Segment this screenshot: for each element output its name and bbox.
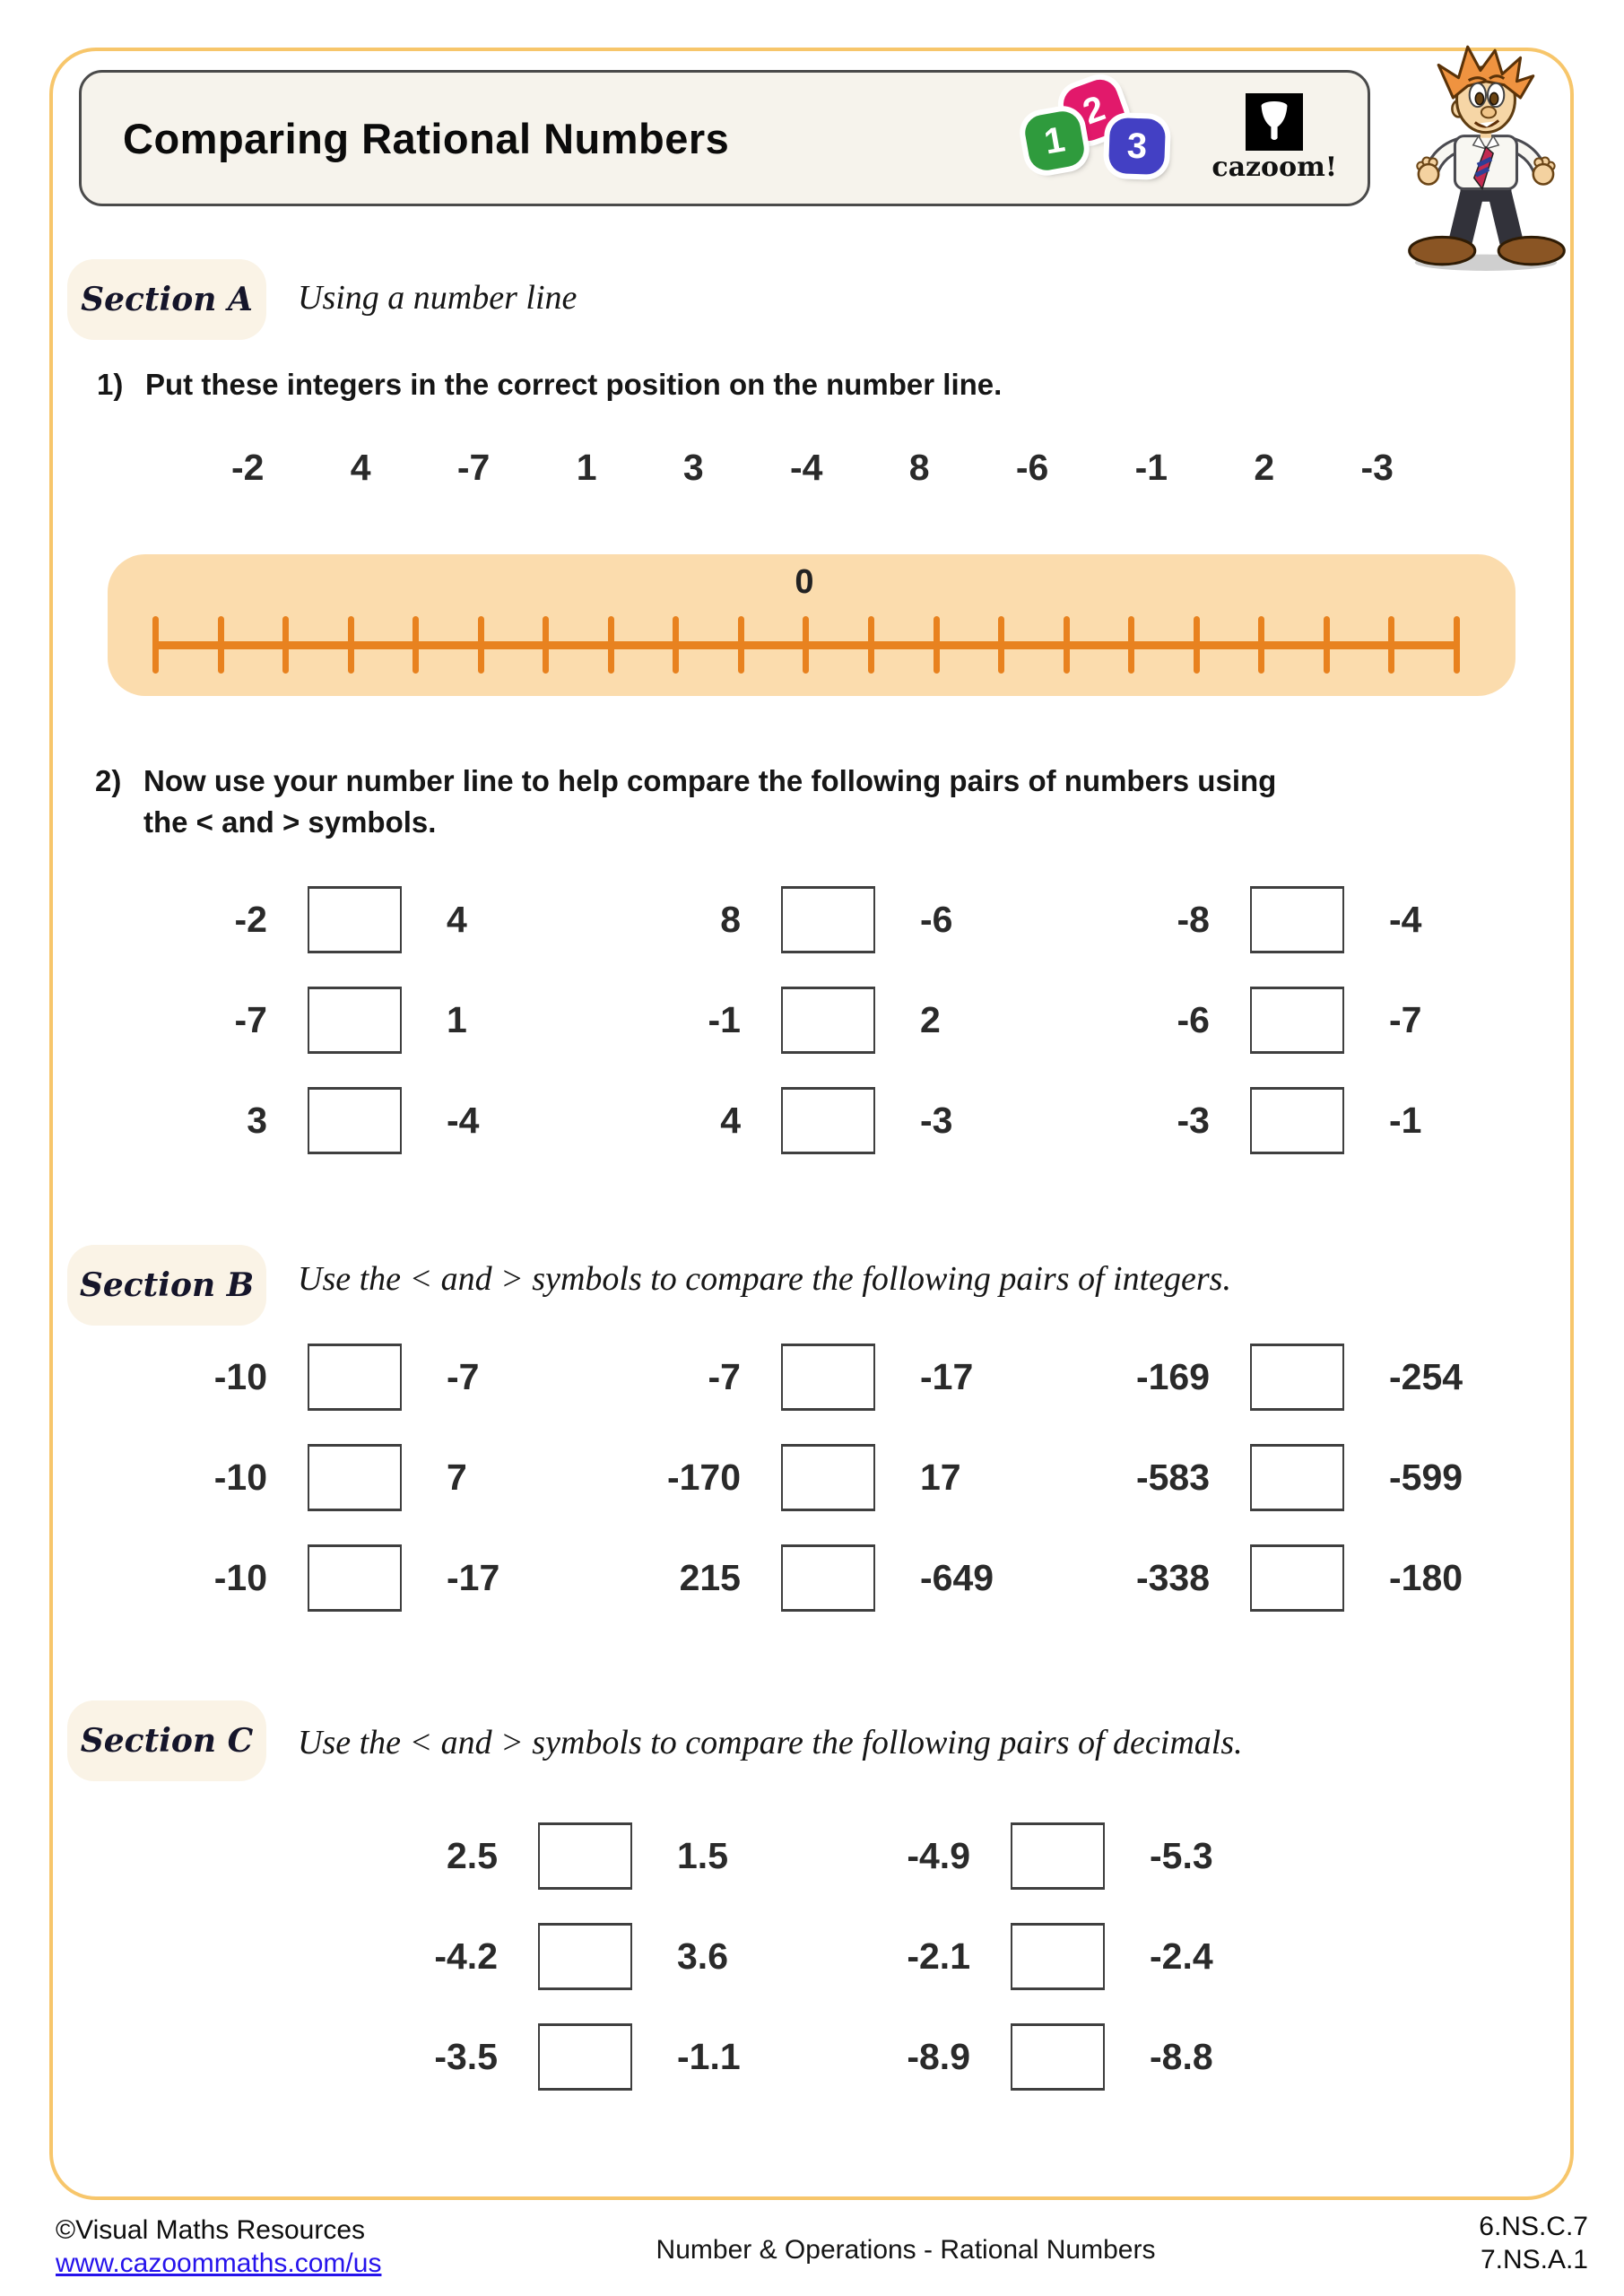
comparison-row <box>0 1444 1624 1511</box>
pair-right-value: 17 <box>920 1457 961 1498</box>
section-b-instruction: Use the < and > symbols to compare the following pairs of integers. <box>298 1260 1231 1298</box>
pair-right-value: -7 <box>1389 999 1422 1040</box>
tick-mark <box>998 616 1004 674</box>
question-2-line2 <box>143 805 436 839</box>
section-c-label: Section C <box>67 1700 266 1781</box>
comparison-pair <box>588 886 952 953</box>
integer-value: 3 <box>682 447 704 488</box>
integer-value: 1 <box>576 447 597 488</box>
answer-box[interactable] <box>308 1544 402 1612</box>
comparison-pair <box>588 1444 961 1511</box>
pair-right-value: -17 <box>920 1356 974 1397</box>
pair-left-value: -4.9 <box>907 1835 970 1876</box>
comparison-pair <box>115 1344 479 1411</box>
pair-right-value: 1.5 <box>677 1835 728 1876</box>
pair-right-value: -4 <box>1389 899 1422 940</box>
integer-value: 8 <box>908 447 930 488</box>
tick-mark <box>1128 616 1134 674</box>
answer-box[interactable] <box>1250 1087 1344 1154</box>
comparison-row <box>0 2023 1624 2091</box>
pair-left-value: -169 <box>1135 1356 1210 1397</box>
pair-left-value: -8.9 <box>907 2036 970 2077</box>
answer-box[interactable] <box>1250 1444 1344 1511</box>
tick-mark <box>1454 616 1460 674</box>
question-2-text-line1: Now use your number line to help compare the following pairs of numbers using <box>143 764 1277 797</box>
tick-mark <box>738 616 744 674</box>
cazoom-logo <box>1211 93 1337 183</box>
logo-block-1: 1 <box>1022 109 1087 173</box>
pair-left-value: -3.5 <box>434 2036 498 2077</box>
standard-code: 6.NS.C.7 <box>1479 2212 1588 2241</box>
pair-right-value: -180 <box>1389 1557 1463 1598</box>
title-bar <box>79 70 1370 206</box>
comparison-pair <box>1057 987 1421 1054</box>
tick-mark <box>1194 616 1200 674</box>
pair-left-value: -2 <box>234 899 267 940</box>
tick-mark <box>413 616 419 674</box>
answer-box[interactable] <box>1250 886 1344 953</box>
integer-value: -2 <box>231 447 265 488</box>
pair-left-value: -7 <box>708 1356 741 1397</box>
pair-right-value: -6 <box>920 899 953 940</box>
question-1-number: 1) <box>97 368 124 401</box>
comparison-row <box>0 1923 1624 1990</box>
website-link[interactable]: www.cazoommaths.com/us <box>56 2248 382 2278</box>
tick-mark <box>543 616 549 674</box>
q2-comparison-grid <box>0 886 1624 1187</box>
answer-box[interactable] <box>1011 2023 1105 2091</box>
tick-mark <box>934 616 940 674</box>
tick-mark <box>478 616 484 674</box>
pair-left-value: 215 <box>679 1557 741 1598</box>
comparison-pair <box>588 1544 994 1612</box>
pair-right-value: 1 <box>447 999 467 1040</box>
pair-left-value: 8 <box>720 899 741 940</box>
pair-right-value: 3.6 <box>677 1935 728 1977</box>
pair-right-value: -2.4 <box>1150 1935 1213 1977</box>
pair-right-value: -5.3 <box>1150 1835 1213 1876</box>
logo-block-2: 2 <box>1059 74 1130 145</box>
answer-box[interactable] <box>781 1444 875 1511</box>
answer-box[interactable] <box>538 2023 632 2091</box>
comparison-row <box>0 1344 1624 1411</box>
pair-left-value: -2.1 <box>907 1935 970 1977</box>
comparison-pair <box>1057 1444 1463 1511</box>
footer-standards <box>1479 2210 1588 2276</box>
tick-mark <box>673 616 679 674</box>
comparison-pair <box>345 2023 741 2091</box>
pair-left-value: -170 <box>666 1457 741 1498</box>
pair-right-value: -8.8 <box>1150 2036 1213 2077</box>
pair-right-value: -17 <box>447 1557 500 1598</box>
pair-right-value: -7 <box>447 1356 480 1397</box>
comparison-row <box>0 1544 1624 1612</box>
comparison-pair <box>115 987 467 1054</box>
comparison-pair <box>345 1822 728 1890</box>
answer-box[interactable] <box>308 886 402 953</box>
tick-mark <box>868 616 874 674</box>
integer-value: 2 <box>1254 447 1275 488</box>
brand-name: cazoom! <box>1211 152 1337 183</box>
pair-right-value: -4 <box>447 1100 480 1141</box>
drum-icon <box>1246 93 1303 151</box>
answer-box[interactable] <box>308 1087 402 1154</box>
integer-value: -4 <box>789 447 823 488</box>
comparison-pair <box>1057 1544 1463 1612</box>
pair-left-value: 4 <box>720 1100 741 1141</box>
tick-mark <box>608 616 614 674</box>
comparison-pair <box>1057 1087 1421 1154</box>
integer-value: -3 <box>1360 447 1394 488</box>
comparison-pair <box>345 1923 728 1990</box>
pair-right-value: 4 <box>447 899 467 940</box>
answer-box[interactable] <box>538 1822 632 1890</box>
tick-mark <box>1388 616 1394 674</box>
question-1 <box>97 368 1002 402</box>
tick-mark <box>282 616 289 674</box>
tick-mark <box>348 616 354 674</box>
logo-block-3: 3 <box>1108 117 1166 175</box>
integer-value: -7 <box>456 447 491 488</box>
comparison-pair <box>588 1344 973 1411</box>
footer-topic: Number & Operations - Rational Numbers <box>656 2235 1156 2265</box>
pair-left-value: -8 <box>1177 899 1210 940</box>
comparison-pair <box>588 987 941 1054</box>
comparison-row <box>0 1087 1624 1154</box>
tick-mark <box>803 616 809 674</box>
question-2-line1 <box>95 764 1276 798</box>
pair-left-value: 2.5 <box>447 1835 498 1876</box>
integer-value: -6 <box>1015 447 1049 488</box>
answer-box[interactable] <box>781 987 875 1054</box>
number-line-zero-label: 0 <box>795 563 814 601</box>
comparison-pair <box>115 1444 467 1511</box>
comparison-pair <box>588 1087 952 1154</box>
comparison-row <box>0 987 1624 1054</box>
pair-right-value: 7 <box>447 1457 467 1498</box>
answer-box[interactable] <box>781 1344 875 1411</box>
pair-right-value: -3 <box>920 1100 953 1141</box>
pair-left-value: -10 <box>213 1557 267 1598</box>
comparison-pair <box>115 886 467 953</box>
pair-right-value: -254 <box>1389 1356 1463 1397</box>
copyright-text: ©Visual Maths Resources <box>56 2215 366 2245</box>
comparison-pair <box>115 1087 479 1154</box>
section-c-comparison-grid <box>0 1822 1624 2124</box>
pair-right-value: -649 <box>920 1557 994 1598</box>
comparison-row <box>0 1822 1624 1890</box>
section-a-label: Section A <box>67 259 266 340</box>
answer-box[interactable] <box>781 886 875 953</box>
answer-box[interactable] <box>308 1344 402 1411</box>
standard-code: 7.NS.A.1 <box>1480 2245 1588 2274</box>
comparison-row <box>0 886 1624 953</box>
comparison-pair <box>818 1923 1213 1990</box>
integer-list <box>231 447 1394 489</box>
pair-left-value: 3 <box>247 1100 267 1141</box>
tick-mark <box>1258 616 1264 674</box>
answer-box[interactable] <box>308 1444 402 1511</box>
tick-mark <box>152 616 159 674</box>
pair-left-value: -7 <box>234 999 267 1040</box>
answer-box[interactable] <box>308 987 402 1054</box>
section-c-instruction: Use the < and > symbols to compare the following pairs of decimals. <box>298 1724 1243 1761</box>
pair-right-value: 2 <box>920 999 941 1040</box>
pair-left-value: -338 <box>1135 1557 1210 1598</box>
integer-value: 4 <box>350 447 371 488</box>
answer-box[interactable] <box>1011 1923 1105 1990</box>
pair-left-value: -10 <box>213 1457 267 1498</box>
section-b-comparison-grid <box>0 1344 1624 1645</box>
number-line <box>108 554 1515 696</box>
number-line-ticks <box>152 616 1460 674</box>
pair-left-value: -583 <box>1135 1457 1210 1498</box>
pair-left-value: -1 <box>708 999 741 1040</box>
answer-box[interactable] <box>1011 1822 1105 1890</box>
question-2-number: 2) <box>95 764 122 797</box>
logo-123-blocks <box>1023 79 1174 197</box>
logo-group <box>1023 79 1337 197</box>
pair-right-value: -599 <box>1389 1457 1463 1498</box>
tick-mark <box>1064 616 1070 674</box>
pair-left-value: -10 <box>213 1356 267 1397</box>
question-1-text: Put these integers in the correct position on the number line. <box>145 368 1003 401</box>
answer-box[interactable] <box>1250 987 1344 1054</box>
comparison-pair <box>818 2023 1213 2091</box>
integer-value: -1 <box>1134 447 1168 488</box>
comparison-pair <box>1057 886 1421 953</box>
mascot-character <box>1385 38 1590 274</box>
question-2-text-line2: the < and > symbols. <box>143 805 437 839</box>
section-a-instruction: Using a number line <box>298 279 578 317</box>
tick-mark <box>1324 616 1330 674</box>
comparison-pair <box>818 1822 1213 1890</box>
pair-left-value: -3 <box>1177 1100 1210 1141</box>
pair-left-value: -4.2 <box>434 1935 498 1977</box>
comparison-pair <box>1057 1344 1463 1411</box>
tick-mark <box>218 616 224 674</box>
answer-box[interactable] <box>781 1544 875 1612</box>
comparison-pair <box>115 1544 499 1612</box>
footer-left <box>56 2213 381 2280</box>
answer-box[interactable] <box>1250 1544 1344 1612</box>
answer-box[interactable] <box>781 1087 875 1154</box>
answer-box[interactable] <box>1250 1344 1344 1411</box>
answer-box[interactable] <box>538 1923 632 1990</box>
page-title: Comparing Rational Numbers <box>123 114 730 162</box>
section-b-label: Section B <box>67 1245 266 1326</box>
pair-left-value: -6 <box>1177 999 1210 1040</box>
pair-right-value: -1 <box>1389 1100 1422 1141</box>
pair-right-value: -1.1 <box>677 2036 741 2077</box>
